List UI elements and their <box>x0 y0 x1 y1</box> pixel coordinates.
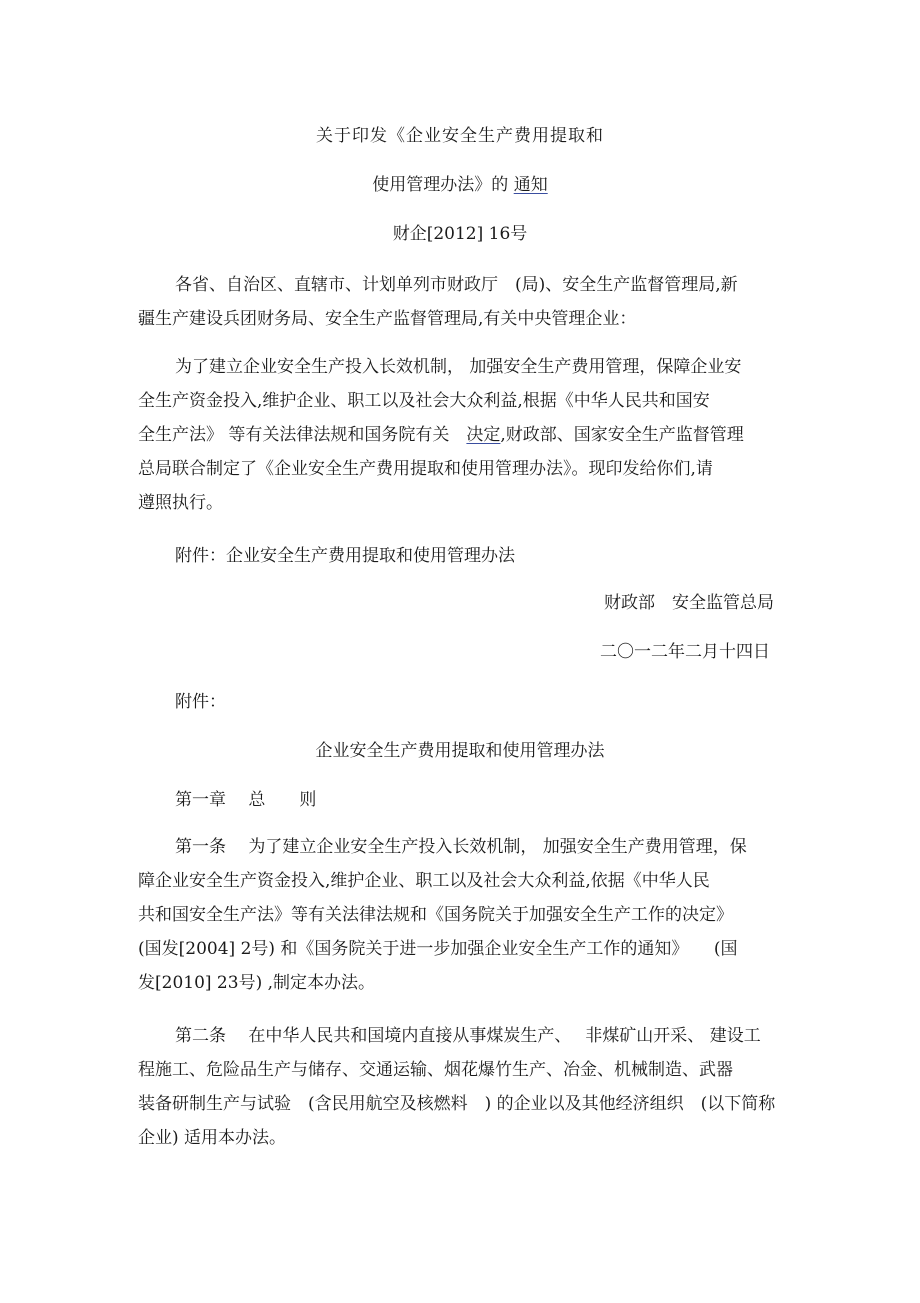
attachment-label <box>138 685 798 719</box>
document-number: 财企[2012] 16号 <box>392 224 528 244</box>
article-line: 障企业安全生产资金投入,维护企业、职工以及社会大众利益,依据《中华人民 <box>138 871 710 891</box>
body-line: 为了建立企业安全生产投入长效机制， 加强安全生产费用管理，保障企业安 <box>175 357 742 377</box>
attachment-note-text: 附件：企业安全生产费用提取和使用管理办法 <box>175 546 515 566</box>
article-2 <box>138 1019 798 1155</box>
notice-title-line2 <box>0 173 920 197</box>
chapter-heading-text: 第一章 总 则 <box>175 790 317 810</box>
body-line: 全生产资金投入,维护企业、职工以及社会大众利益,根据《中华人民共和国安 <box>138 391 710 411</box>
addressee-line: 疆生产建设兵团财务局、安全生产监督管理局,有关中央管理企业： <box>138 309 637 329</box>
article-line: 装备研制生产与试验 (含民用航空及核燃料 ) 的企业以及其他经济组织 (以下简称 <box>138 1094 776 1114</box>
addressee-line: 各省、自治区、直辖市、计划单列市财政厅 (局)、安全生产监督管理局,新 <box>175 275 738 295</box>
body-text: 全生产法》 等有关法律法规和国务院有关 <box>138 425 467 445</box>
body-text: ,财政部、国家安全生产监督管理 <box>500 425 744 445</box>
body-line: 总局联合制定了《企业安全生产费用提取和使用管理办法》。现印发给你们,请 <box>138 459 713 479</box>
attachment-title: 企业安全生产费用提取和使用管理办法 <box>315 741 605 761</box>
notice-title-part: 使用管理办法》的 <box>372 175 514 195</box>
article-line: (国发[2004] 2号) 和《国务院关于进一步加强企业安全生产工作的通知》 (国 <box>138 939 738 959</box>
issue-date: 二〇一二年二月十四日 <box>600 642 770 662</box>
article-line: 程施工、危险品生产与储存、交通运输、烟花爆竹生产、冶金、机械制造、武器 <box>138 1060 733 1080</box>
notice-body-paragraph <box>138 350 798 520</box>
notice-link[interactable]: 通知 <box>513 175 548 195</box>
body-line <box>138 418 798 452</box>
article-line: 企业) 适用本办法。 <box>138 1128 287 1148</box>
article-line: 第一条 为了建立企业安全生产投入长效机制， 加强安全生产费用管理，保 <box>175 837 747 857</box>
article-line: 共和国安全生产法》等有关法律法规和《国务院关于加强安全生产工作的决定》 <box>138 905 733 925</box>
article-line: 发[2010] 23号) ,制定本办法。 <box>138 973 376 993</box>
chapter-heading <box>138 783 798 817</box>
article-line: 第二条 在中华人民共和国境内直接从事煤炭生产、 非煤矿山开采、 建设工 <box>175 1026 761 1046</box>
body-line: 遵照执行。 <box>138 493 223 513</box>
issuers: 财政部 安全监管总局 <box>604 593 774 613</box>
attachment-label-text: 附件： <box>175 692 226 712</box>
addressee-paragraph <box>138 268 798 336</box>
notice-title-line1: 关于印发《企业安全生产费用提取和 <box>316 126 604 146</box>
attachment-note <box>138 539 798 573</box>
decision-link[interactable]: 决定 <box>466 425 501 445</box>
article-1 <box>138 830 798 1000</box>
